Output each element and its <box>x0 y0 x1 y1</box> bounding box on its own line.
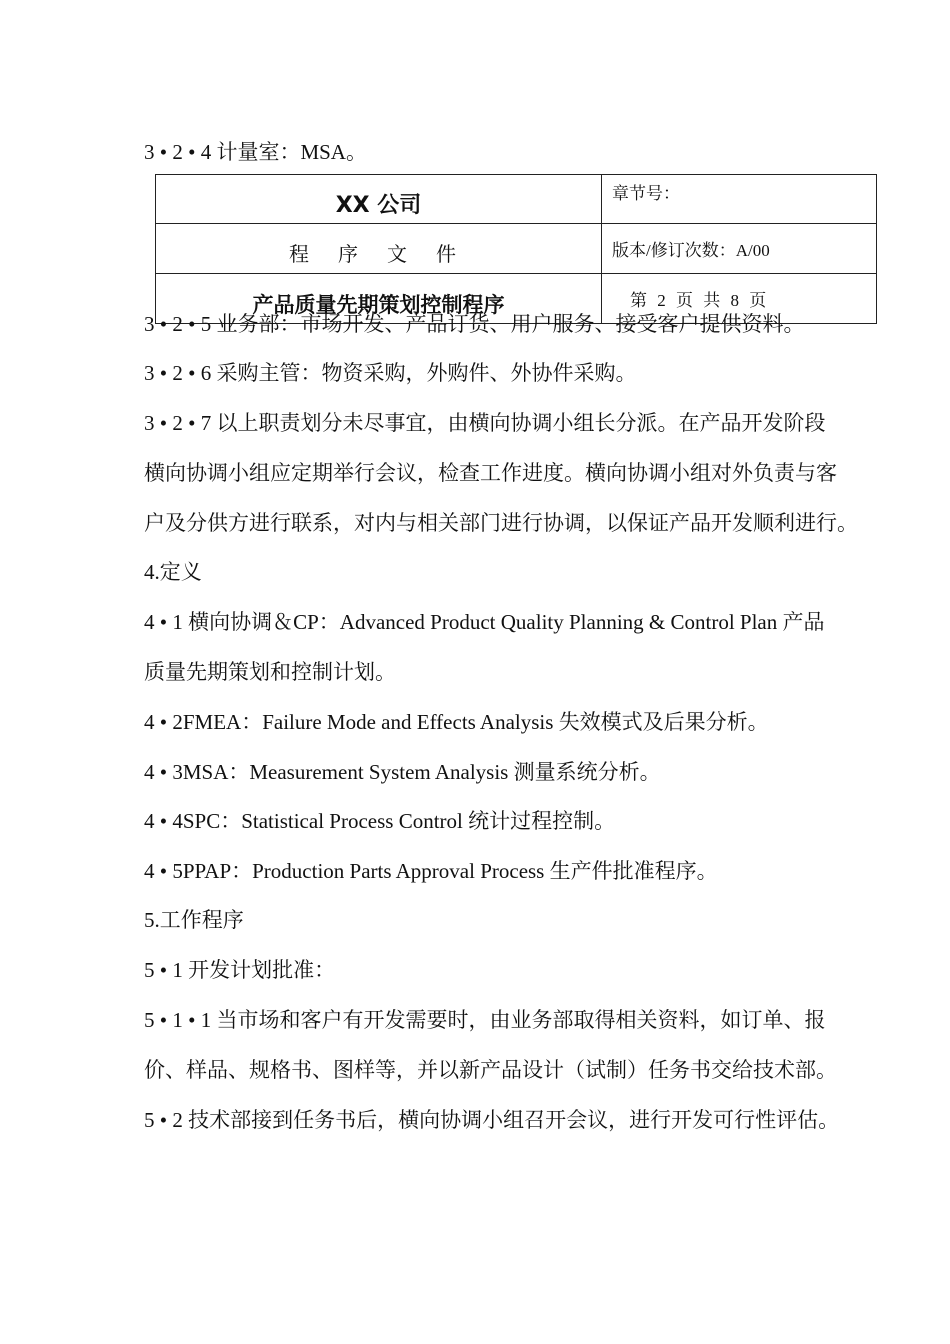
text-line: 质量先期策划和控制计划。 <box>144 660 396 684</box>
document-type: 程 序 文 件 <box>156 224 602 274</box>
text-line: 横向协调小组应定期举行会议，检查工作进度。横向协调小组对外负责与客 <box>144 461 837 485</box>
page-info: 第 2 页 共 8 页 <box>602 274 877 324</box>
text-line: 5 • 2 技术部接到任务书后，横向协调小组召开会议，进行开发可行性评估。 <box>144 1108 840 1132</box>
section-heading: 5.工作程序 <box>144 908 244 932</box>
text-line: 4 • 1 横向协调＆CP：Advanced Product Quality Planning & Control Plan 产品 <box>144 610 825 634</box>
text-line: 5 • 1 开发计划批准： <box>144 958 336 982</box>
text-line: 4 • 2FMEA：Failure Mode and Effects Analysis 失效模式及后果分析。 <box>144 710 769 734</box>
text-line: 户及分供方进行联系，对内与相关部门进行协调，以保证产品开发顺利进行。 <box>144 511 858 535</box>
text-line: 4 • 4SPC：Statistical Process Control 统计过程控制。 <box>144 809 616 833</box>
text-line: 4 • 5PPAP：Production Parts Approval Process 生产件批准程序。 <box>144 859 718 883</box>
text-line: 3 • 2 • 7 以上职责划分未尽事宜，由横向协调小组长分派。在产品开发阶段 <box>144 411 826 435</box>
company-name: XX 公司 <box>156 175 602 224</box>
text-line: 价、样品、规格书、图样等，并以新产品设计（试制）任务书交给技术部。 <box>144 1058 837 1082</box>
text-line: 3 • 2 • 4 计量室：MSA。 <box>144 140 367 164</box>
section-heading: 4.定义 <box>144 560 202 584</box>
text-line: 4 • 3MSA：Measurement System Analysis 测量系统分析。 <box>144 760 661 784</box>
procedure-title: 产品质量先期策划控制程序 <box>156 274 602 324</box>
version-revision: 版本/修订次数：A/00 <box>602 224 877 274</box>
document-header-table <box>155 174 877 324</box>
text-line: 3 • 2 • 6 采购主管：物资采购，外购件、外协件采购。 <box>144 361 637 385</box>
text-line: 3 • 2 • 5 业务部：市场开发、产品订货、用户服务、接受客户提供资料。 <box>144 312 805 336</box>
text-line: 5 • 1 • 1 当市场和客户有开发需要时，由业务部取得相关资料，如订单、报 <box>144 1008 826 1032</box>
chapter-number-label: 章节号： <box>602 175 877 224</box>
